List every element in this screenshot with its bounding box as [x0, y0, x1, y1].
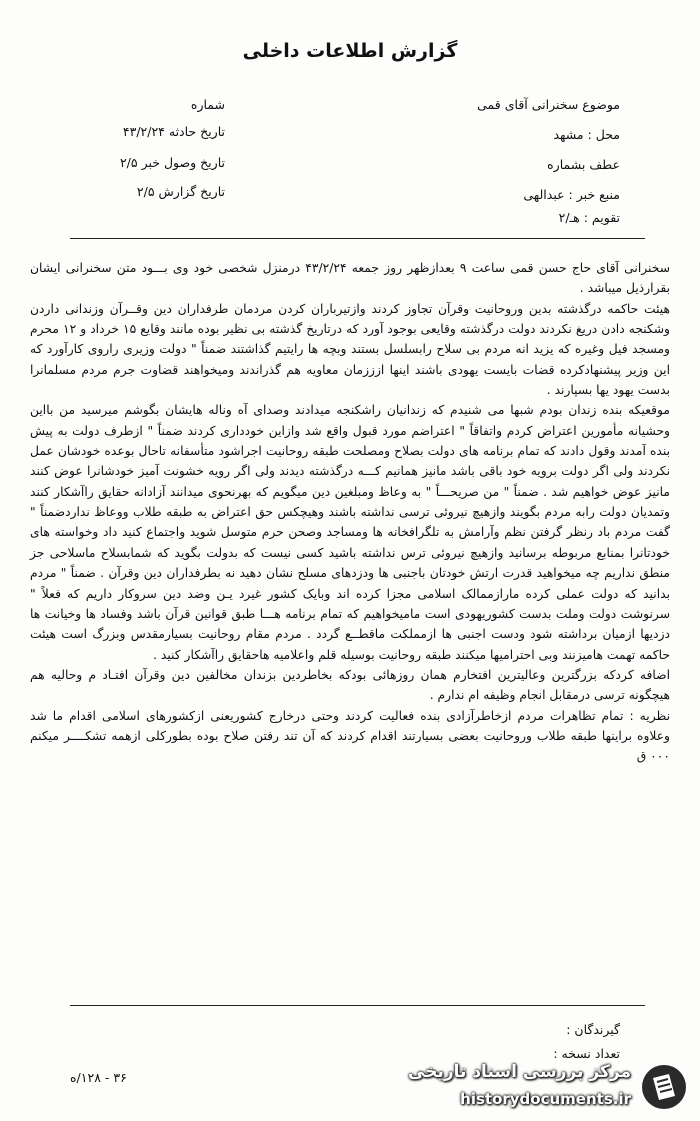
- copies-label: تعداد نسخه :: [553, 1046, 620, 1061]
- watermark-name: مرکز بررسی اسناد تاریخی: [408, 1062, 631, 1082]
- header-report-date: تاریخ گزارش ۲/۵: [136, 184, 225, 199]
- header-number: شماره: [190, 97, 225, 112]
- archive-logo-icon: [639, 1062, 689, 1112]
- header-subject: موضوع سخنرانی آقای قمی: [477, 97, 620, 112]
- header-incident-date: تاریخ حادثه ۴۳/۲/۲۴: [122, 124, 225, 139]
- report-body: [30, 258, 670, 767]
- watermark-url: historydocuments.ir: [460, 1090, 631, 1108]
- header-location: محل : مشهد: [553, 127, 620, 142]
- header-received-date: تاریخ وصول خبر ۲/۵: [119, 155, 225, 170]
- document-number: ۳۶ - ۱۲۸/ه: [70, 1070, 127, 1085]
- body-paragraph: نظریه : تمام تظاهرات مردم ازخاطرآزادی بنده فعالیت کردند وحتی درخارج کشوریعنی ازکشورهای اسلامی اقدام ما شد وعلاوه براینها طبقه طلاب وروحانیت بعضی بسیارتند اقدام کردند که آن تند رفتن صلاح بوده بطورکلی ازهمه تشکــــر میکنم ۰۰۰ ق: [30, 708, 670, 764]
- document-title: گزارش اطلاعات داخلی: [242, 40, 458, 62]
- body-paragraph: اضافه کردکه بزرگترین وعالیترین افتخارم همان روزهائی بودکه بخاطردین بزندان مخالفین دین وقرآن افتـاد م وحالیه هم هیچگونه ترسی درمقابل انجام وظیفه ام ندارم .: [30, 667, 670, 703]
- header-calendar: تقویم : هـ/۲: [558, 210, 620, 225]
- body-paragraph: موقعیکه بنده زندان بودم شبها می شنیدم که زندانیان راشکنجه میدادند وصدای آه وناله هایشان بگوشم میرسید من بااین وحشیانه مأمورین اعتراض کردم واتفاقاً " اعتراضم مورد قبول واقع شد وازاین خودداری کردند ضمناً " ازطرف دولت به پیش بنده آمدند وقول دادند که تمام برنامه های دولت بصلاح ومصلحت طبقه روحانیت اجراشود متأسفانه تاحال بوعده خودشان عمل نکردند ولی اگر دولت برویه خود باقی باشد مانیز همانیم کـــه درگذشته دیدند ولی اگر رویه خشونت آمیز خودشانرا عوض کنند مانیز عوض خواهیم شد . ضمناً " من صریحـــاً " به وعاظ ومبلغین دین میگویم که بهرنحوی میدانند آزادانه حقایق راآشکار کنند وتمدیان دولت رابه مردم بگویند وازهیچ نیروئی ترسی نداشته باشند وهیچکس حق اعتراض به طبقه طلاب ووعاظ نداردضمناً " گفت مردم باد رنظر گرفتن نظم وآرامش به تلگرافخانه ها ومساجد وصحن حرم متوسل شوید واجتماع کنید داد وخواسته های خودتانرا بمنابع مربوطه برسانید وازهیچ نیروئی ترس نداشته باشید کسی نیست که بدولت بگوید که شمابسلاح ماسلاحی جز منطق نداریم چه میخواهید قدرت ارتش خودتان باجنبی ها ودزدهای مسلح نشان دهید نه بطرفداران دین وقرآن . ضمناً " مردم بدانید که دولت عملی کرده مارازممالک اسلامی مجزا کرده اند وبایک کشور غیرد یـن وضد دین سروکار داریم که فعلاً " سرنوشت دولت وملت بدست کشوریهودی است مامیخواهیم که تمام برنامه هـــا طبق قوانین قرآن باشد وفساد ها وخیانت ها دزدیها ازمیان برداشته شود ودست اجنبی ها ازمملکت ماقطــع گردد . مردم مقام روحانیت بسیارمقدس وبزرگ است هیئت حاکمه تهمت هامیزنند وبی احترامیها میکنند طبقه روحانیت بوسیله قلم واعلامیه هاحقایق راآشکار کنید .: [30, 403, 670, 662]
- body-paragraph: هیئت حاکمه درگذشته بدین وروحانیت وقرآن تجاوز کردند وازتیرباران کردن مردمان طرفداران دین وقــرآن وزندانی داردن وشکنجه دادن دریغ نکردند دولت درگذشته وقایعی بوجود آورد که درتاریخ گذشته بی نظیر بوده مانند وقایع ۱۵ خرداد و ۱۲ محرم ومسجد فیل وغیره که یزید انه مردم بی سلاح رابسلسل بستند وبچه ها رایتیم گذاشتند ضمناً " دولت وزیری راروی کارآورد که این وزیر پیشنهادکرده قضات بایست یهودی باشند اینها ازززمان معاویه هم گذراندند ومیخواهند قضاوت جرم مردم مسلمانرا بدست یهود یها بسپارند .: [30, 301, 670, 398]
- watermark: [408, 1058, 693, 1116]
- body-paragraph: سخنرانی آقای حاج حسن قمی ساعت ۹ بعدازظهر روز جمعه ۴۳/۲/۲۴ درمنزل شخصی خود وی بـــود متن سخنرانی ایشان بقرارذیل میباشد .: [30, 261, 670, 296]
- bottom-divider: [70, 1005, 645, 1006]
- top-divider: [70, 238, 645, 239]
- header-reference: عطف بشماره: [547, 157, 620, 172]
- recipients-label: گیرندگان :: [566, 1022, 620, 1037]
- header-source: منبع خبر : عبدالهی: [523, 187, 620, 202]
